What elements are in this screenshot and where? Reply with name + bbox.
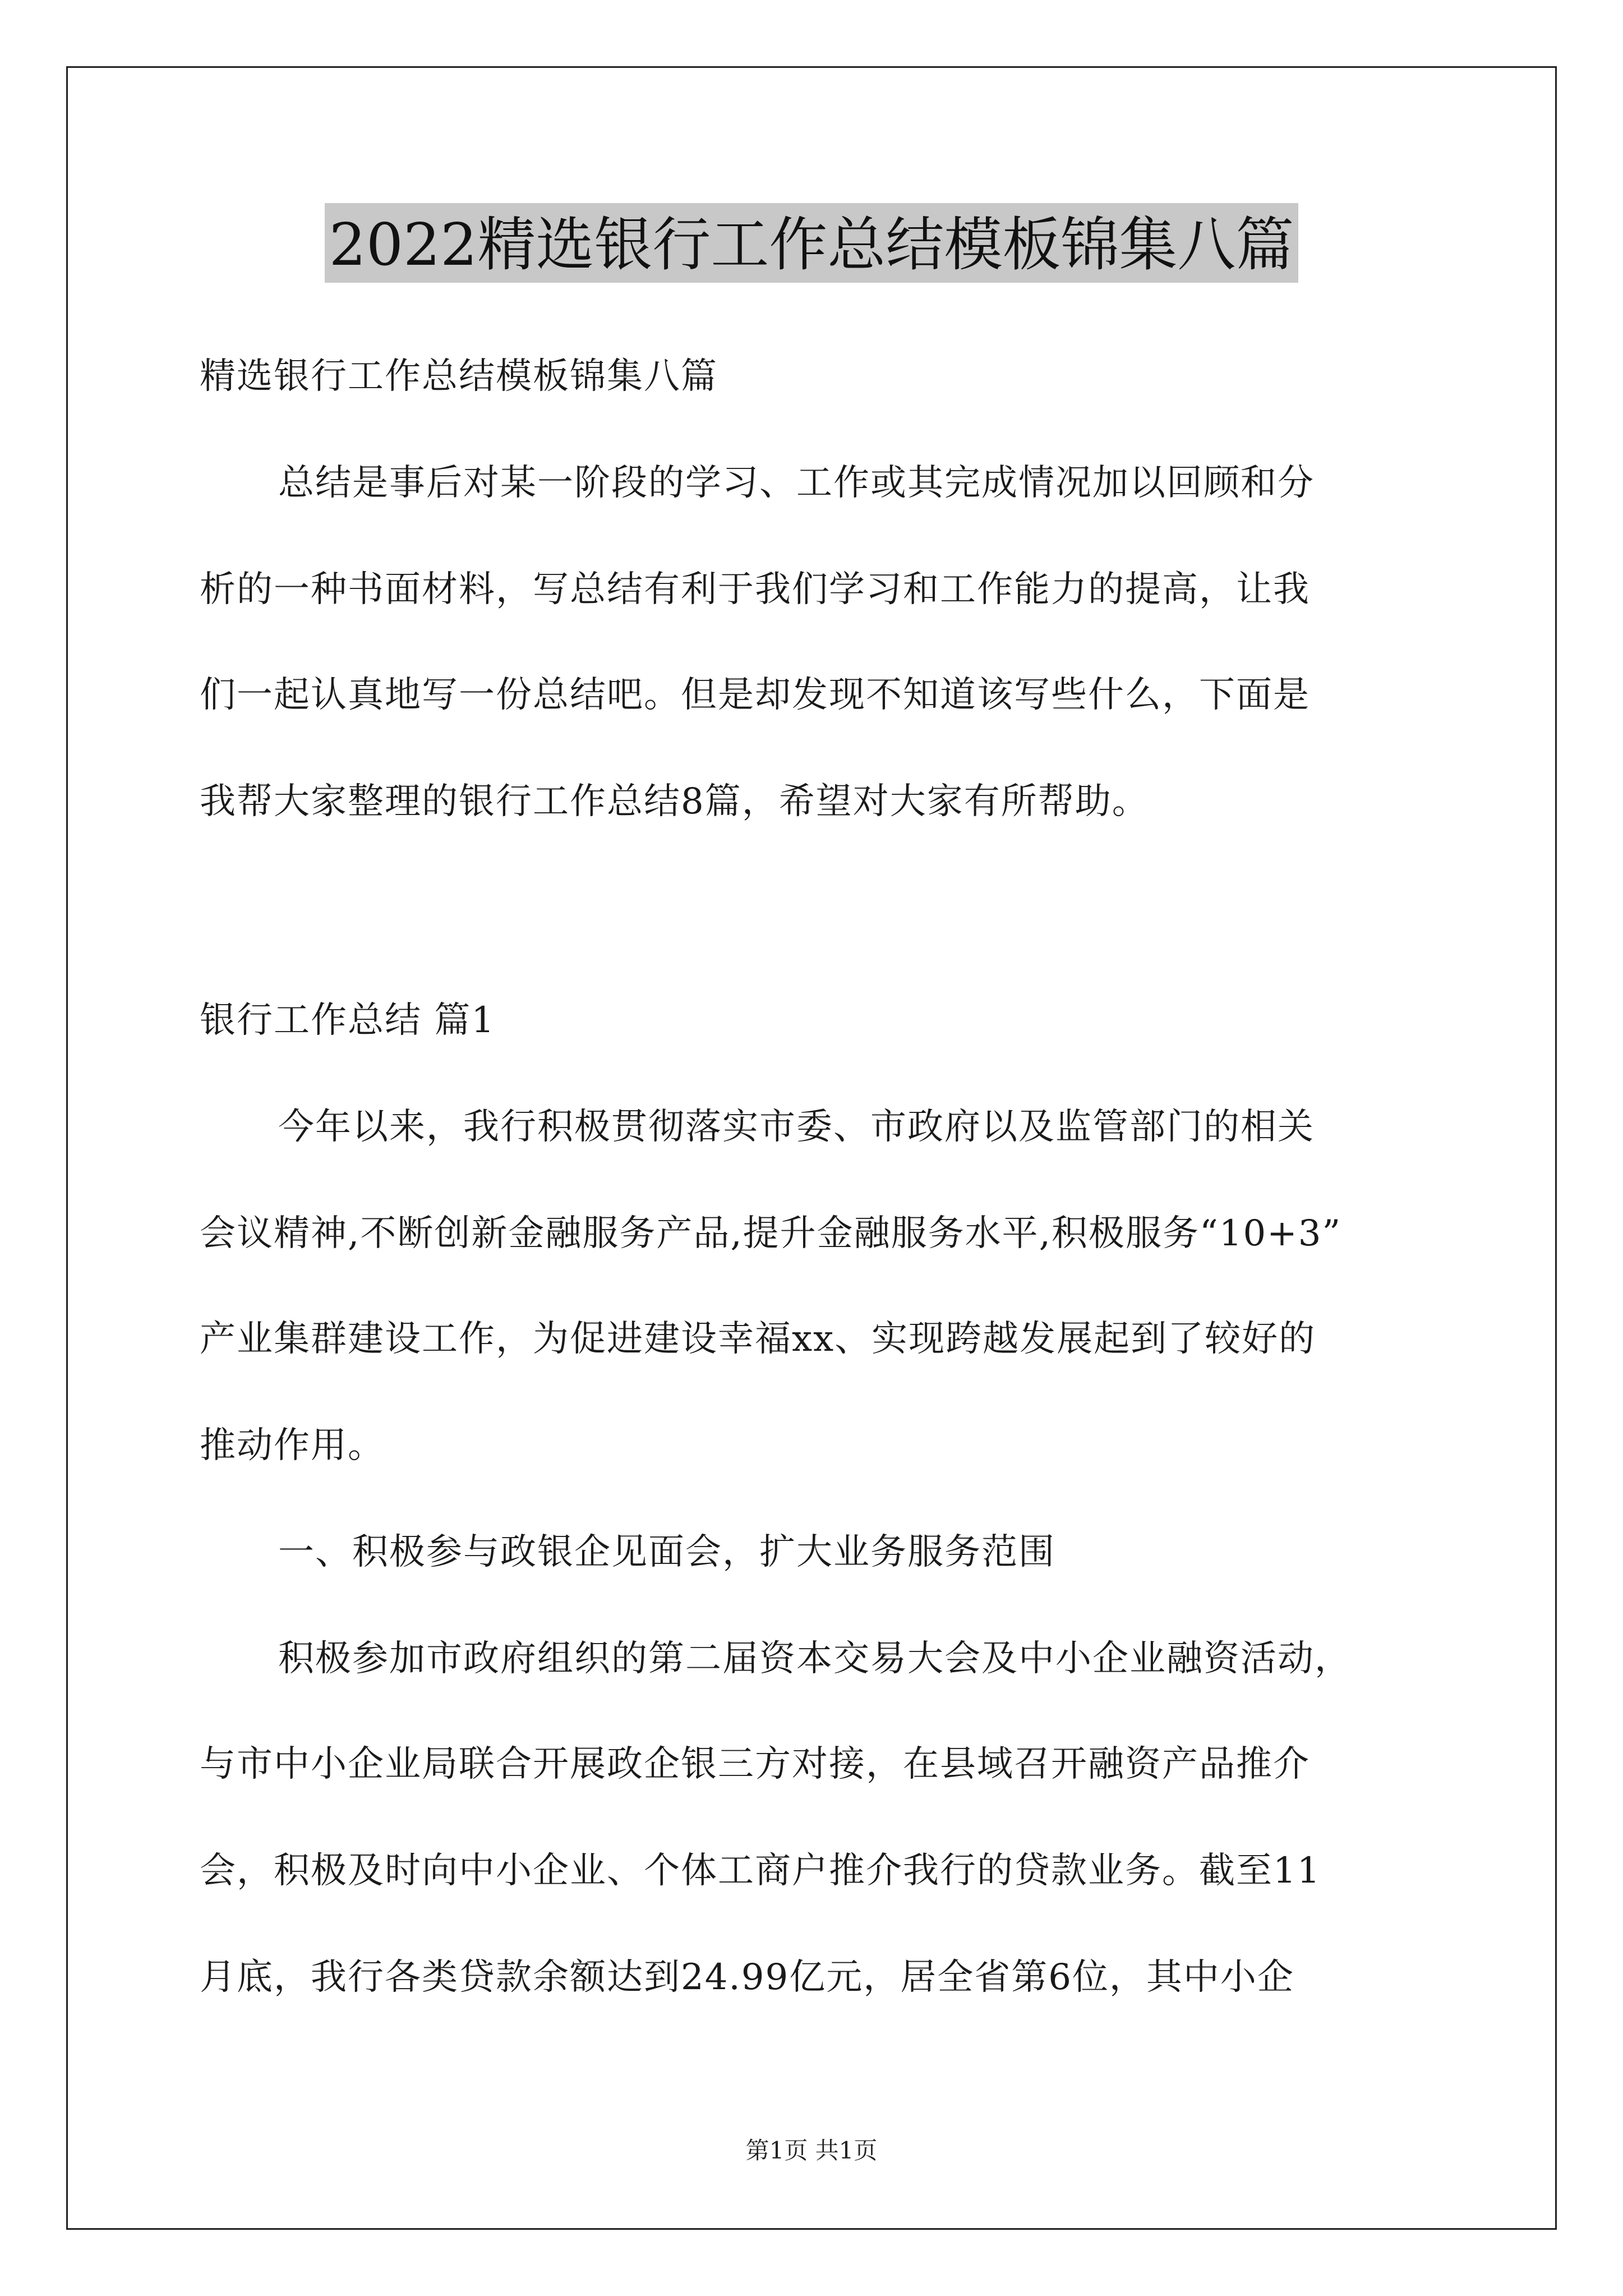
para2-line-2: 与市中小企业局联合开展政企银三方对接，在县域召开融资产品推介 <box>200 1743 1310 1785</box>
point1-heading: 一、积极参与政银企见面会，扩大业务服务范围 <box>278 1531 1055 1573</box>
intro-line-4: 我帮大家整理的银行工作总结8篇，希望对大家有所帮助。 <box>200 781 1149 822</box>
document-title: 2022精选银行工作总结模板锦集八篇 <box>325 203 1299 283</box>
para1-line-2: 会议精神,不断创新金融服务产品,提升金融服务水平,积极服务“10+3” <box>200 1213 1342 1254</box>
intro-line-1: 总结是事后对某一阶段的学习、工作或其完成情况加以回顾和分 <box>278 462 1315 504</box>
para2-line-3: 会，积极及时向中小企业、个体工商户推介我行的贷款业务。截至11 <box>200 1850 1321 1892</box>
para2-line-1: 积极参加市政府组织的第二届资本交易大会及中小企业融资活动， <box>278 1638 1352 1680</box>
para1-line-3: 产业集群建设工作，为促进建设幸福xx、实现跨越发展起到了较好的 <box>200 1318 1316 1360</box>
document-subtitle: 精选银行工作总结模板锦集八篇 <box>200 356 718 397</box>
intro-line-2: 析的一种书面材料，写总结有利于我们学习和工作能力的提高，让我 <box>200 569 1310 610</box>
page-footer: 第1页 共1页 <box>745 2137 878 2164</box>
para1-line-1: 今年以来，我行积极贯彻落实市委、市政府以及监管部门的相关 <box>278 1106 1315 1148</box>
section-heading: 银行工作总结 篇1 <box>200 1000 496 1041</box>
intro-line-3: 们一起认真地写一份总结吧。但是却发现不知道该写些什么，下面是 <box>200 674 1310 716</box>
para2-line-4: 月底，我行各类贷款余额达到24.99亿元，居全省第6位，其中小企 <box>200 1957 1294 1998</box>
title-container <box>0 203 1623 283</box>
para1-line-4: 推动作用。 <box>200 1425 385 1466</box>
